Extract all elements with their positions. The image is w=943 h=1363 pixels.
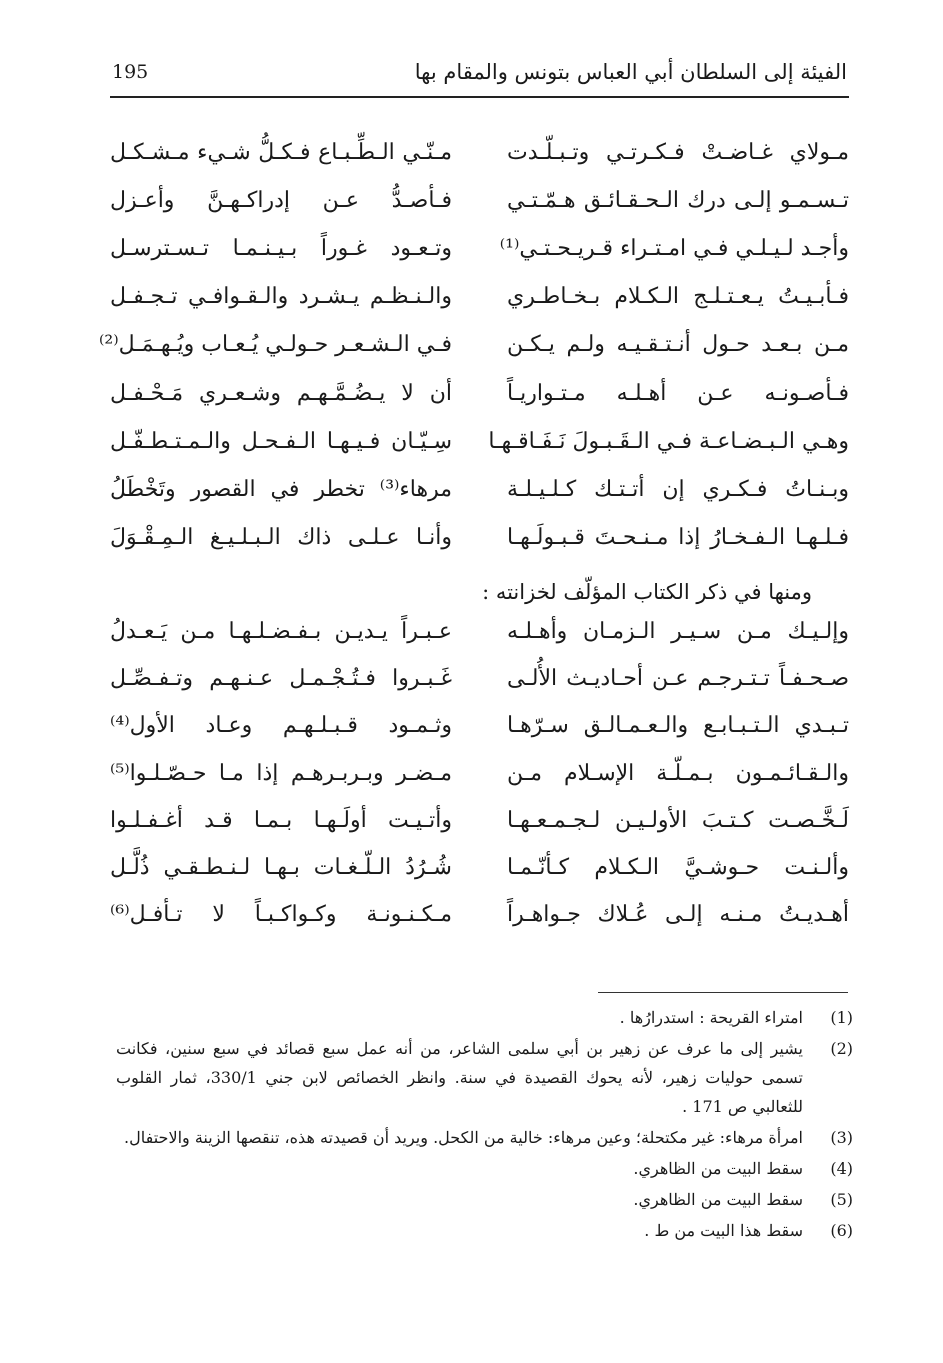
footnotes — [116, 1003, 853, 1247]
verse — [110, 224, 849, 272]
verse-second-hemistich: وتـعـود غـوراً بـيـنـمـا تـسـترسـل — [110, 235, 452, 261]
verse — [110, 417, 849, 465]
verse — [110, 128, 849, 176]
verse-second-hemistich: وأتـيـت أولَـهـا بـمـا قـد أغـفـلـوا — [110, 807, 452, 833]
verse-second-hemistich: فـأصـدُّ عـن إدراكـهـنَّ وأعـزل — [110, 187, 452, 213]
verse-first-hemistich: وإلـيـك مـن سـيـر الـزمـان وأهـلـه — [507, 619, 849, 645]
page-header — [112, 52, 847, 92]
footnote-separator — [598, 992, 848, 993]
footnote-number: (6) — [830, 1221, 853, 1240]
verse — [110, 273, 849, 321]
footnote — [116, 1216, 853, 1245]
verse — [110, 750, 849, 797]
section-intro: ومنها في ذكر الكتاب المؤلّف لخزانته : — [482, 580, 812, 604]
verse-first-hemistich: وبـنـاتُ فـكـري إن أتـتـك كـلـيـلـة — [507, 476, 849, 502]
footnote — [116, 1034, 853, 1121]
footnote-number: (4) — [830, 1159, 853, 1178]
verse-second-hemistich: مـنّـي الـطِّـبـاع فـكـلُّ شـيء مـشـكـل — [110, 139, 452, 165]
verse-second-hemistich: أن لا يـضُـمَّـهـم وشـعـري مَـحْـفـل — [110, 380, 452, 406]
footnote — [116, 1154, 853, 1183]
verse-second-hemistich: فـي الـشـعـر حـولـي يُـعـاب ويُـهـمَـل⁽²⁾ — [99, 332, 452, 358]
verse-second-hemistich: وأنـا عـلـى ذاك الـبـلـيـغ الـمِـقْـوَلَ — [110, 525, 452, 551]
footnote-number: (5) — [830, 1190, 853, 1209]
footnote-number: (1) — [830, 1008, 853, 1027]
verse — [110, 465, 849, 513]
verse-first-hemistich: مـن بـعـد حـول أنـتـقـيـه ولـم يـكـن — [507, 332, 849, 358]
page-number: 195 — [112, 61, 149, 83]
footnote-number: (2) — [830, 1039, 853, 1058]
footnote-text: سقط البيت من الظاهري. — [633, 1159, 803, 1178]
verse-first-hemistich: وهـي الـبـضـاعـة فـي الـقَـبـولَ نَـفَـاقـهـا — [488, 428, 849, 454]
verse — [110, 608, 849, 655]
running-title: الفيئة إلى السلطان أبي العباس بتونس والمقام بها — [414, 60, 847, 84]
verse-second-hemistich: عـبـراً يـديـن بـفـضـلـهـا مـن يَـعـدلُ — [110, 619, 452, 645]
verse — [99, 321, 849, 369]
footnote-number: (3) — [830, 1128, 853, 1147]
verse-first-hemistich: مـولاي غـاضـتْ فـكـرتـي وتـبـلّـدت — [507, 139, 849, 165]
verse-first-hemistich: تـسـمـو إلـى درك الـحـقـائـق هـمّـتـي — [507, 187, 849, 213]
verse-first-hemistich: تـبـدي الـتـبـابـع والـعـمـالـق سـرّهـا — [507, 713, 849, 739]
footnote-text: سقط هذا البيت من ط . — [644, 1221, 803, 1240]
footnote-text: سقط البيت من الظاهري. — [633, 1190, 803, 1209]
verse-first-hemistich: وألـنـت حـوشـيَّ الـكـلام كـأنّـمـا — [507, 855, 849, 881]
verse-second-hemistich: سِـيّـان فـيـهـا الـفـحـل والـمـتـطـفّـل — [110, 428, 452, 454]
footnote-text: امرأة مرهاء: غير مكتحلة؛ وعين مرهاء: خالية من الكحل. ويريد أن قصيدته هذه، تنقصها الزينة والاحتفال. — [124, 1128, 803, 1147]
footnote-text: يشير إلى ما عرف عن زهير بن أبي سلمى الشاعر، من أنه عمل سبع قصائد في سبع سنين، فكانت تسمى حوليات زهير، لأنه يحوك القصيدة في سنة. وانظر الخصائص لابن جني 330/1، ثمار القلوب للثعالبي ص 171 . — [116, 1039, 804, 1116]
verse-second-hemistich: شُـرُدُ الـلّـغـات بـهـا لـنـطـقـي ذُلَّـل — [110, 855, 452, 881]
verse-second-hemistich: مرهاء⁽³⁾ تخطر في القصور وتَخْطَلُ — [110, 476, 452, 502]
verse — [110, 797, 849, 844]
verse-first-hemistich: أهـديـتُ مـنـه إلـى عُـلاك جـواهـراً — [507, 902, 849, 928]
verse-second-hemistich: مـكـنـونـة وكـواكـبـاً لا تـأفـل⁽⁶⁾ — [110, 902, 452, 928]
verse-first-hemistich: فـلـهـا الـفـخـارُ إذا مـنـحـتَ قـبـولَـهـا — [507, 525, 849, 551]
verse-second-hemistich: والـنـظـم يـشـرد والـقـوافـي تـجـفـل — [110, 284, 452, 310]
verse — [110, 702, 849, 749]
verse — [110, 844, 849, 891]
poem-section-1 — [99, 128, 849, 562]
verse-first-hemistich: صـحـفـاً تـتـرجـم عـن أحـاديـث الأُلـى — [507, 666, 849, 692]
verse-first-hemistich: لَـخَّـصـت كـتـبَ الأولـيـن لـجـمـعـهـا — [507, 807, 849, 833]
verse — [110, 176, 849, 224]
verse — [110, 369, 849, 417]
verse — [110, 655, 849, 702]
footnote-text: امتراء القريحة : استدرارُها . — [619, 1008, 803, 1027]
footnote — [116, 1185, 853, 1214]
verse — [110, 891, 849, 938]
verse-first-hemistich: فـأصـونـه عـن أهـلـه مـتـواريـاً — [507, 380, 849, 406]
verse-second-hemistich: مـضـر وبـربـرهـم إذا مـا حـصّـلـوا⁽⁵⁾ — [110, 760, 452, 786]
verse-first-hemistich: وأجـد لـيـلـي فـي امـتـراء قـريـحـتـي⁽¹⁾ — [499, 235, 849, 261]
verse-second-hemistich: وثـمـود قـبـلـهـم وعـاد الأول⁽⁴⁾ — [110, 713, 452, 739]
footnote — [116, 1123, 853, 1152]
poem-section-2 — [110, 608, 849, 938]
footnote — [116, 1003, 853, 1032]
header-rule — [110, 96, 849, 98]
verse-first-hemistich: والـقـائـمـون بـمـلّـة الإسـلام مـن — [507, 760, 849, 786]
verse-first-hemistich: فـأبـيـتُ يـعـتـلـج الـكـلام بـخـاطـري — [507, 284, 849, 310]
verse — [110, 514, 849, 562]
verse-second-hemistich: غَـبـروا فـتُـجْـمـل عـنـهـم وتـفـصِّـل — [110, 666, 452, 692]
